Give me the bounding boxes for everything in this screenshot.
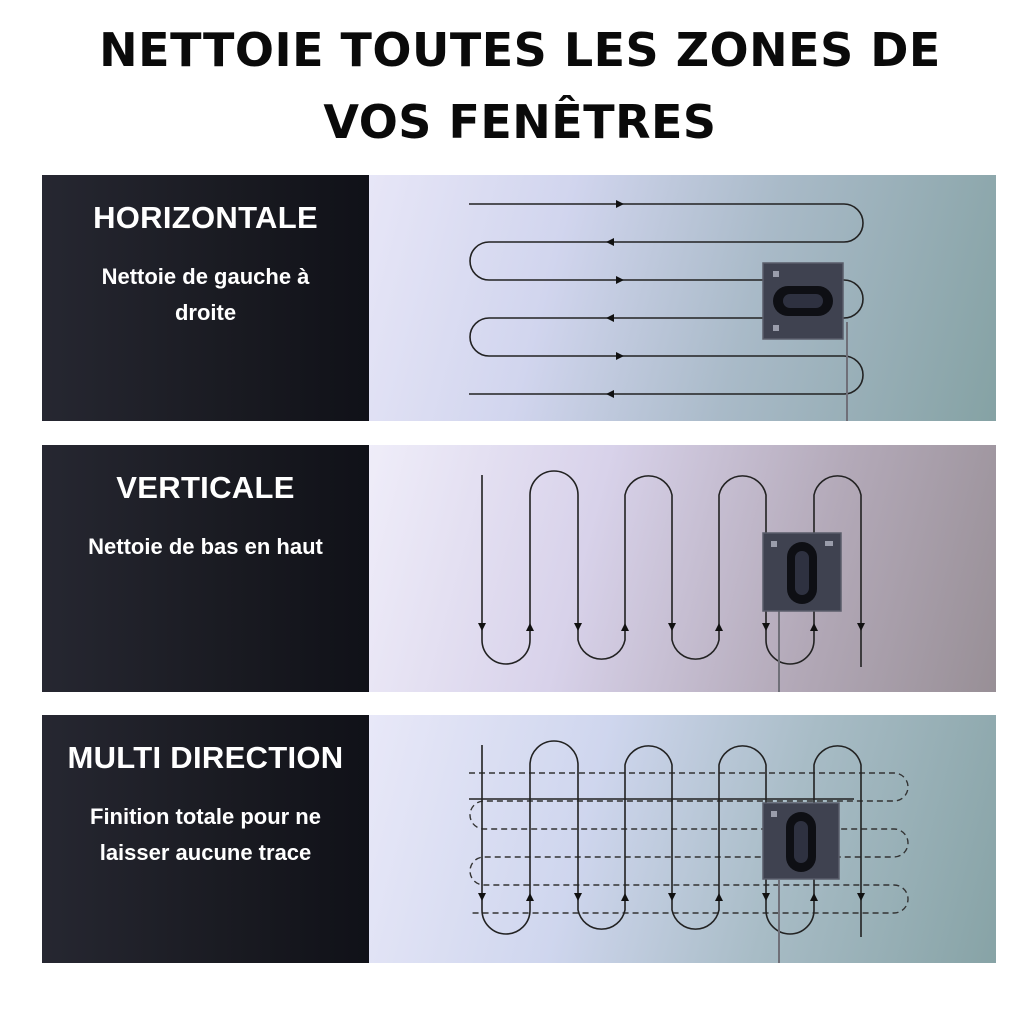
mode-description-multi-direction: Finition totale pour ne laisser aucune trace [90, 804, 321, 865]
path-arrow-icon [526, 893, 534, 901]
mode-panel-horizontale [42, 175, 996, 421]
diagram-area-verticale [369, 445, 996, 692]
mode-info-verticale [42, 445, 369, 692]
path-arrow-icon [616, 276, 624, 284]
path-arrow-icon [857, 623, 865, 631]
horizontal-path-diagram [369, 175, 996, 421]
path-arrow-icon [574, 893, 582, 901]
path-arrow-icon [478, 623, 486, 631]
path-arrow-icon [668, 623, 676, 631]
robot-cleaner-icon [763, 803, 839, 879]
mode-info-multi-direction [42, 715, 369, 963]
mode-panel-verticale [42, 445, 996, 692]
horizontal-dashed-path [469, 773, 908, 913]
path-arrow-icon [715, 623, 723, 631]
diagram-area-multi-direction [369, 715, 996, 963]
path-arrow-icon [606, 390, 614, 398]
robot-cleaner-icon [763, 533, 841, 611]
multi-direction-path-diagram [369, 715, 996, 963]
mode-title-horizontale: HORIZONTALE [93, 200, 318, 235]
diagram-area-horizontale [369, 175, 996, 421]
vertical-path-diagram [369, 445, 996, 692]
mode-description-horizontale: Nettoie de gauche à droite [101, 264, 310, 325]
path-arrow-icon [762, 893, 770, 901]
path-arrow-icon [478, 893, 486, 901]
path-arrow-icon [606, 314, 614, 322]
path-arrows [478, 893, 865, 901]
path-arrows [478, 623, 865, 631]
robot-cleaner-icon [763, 263, 843, 339]
mode-info-horizontale [42, 175, 369, 421]
path-arrow-icon [857, 893, 865, 901]
page-title: NETTOIE TOUTES LES ZONES DE VOS FENÊTRES [99, 23, 941, 149]
path-arrow-icon [621, 893, 629, 901]
path-arrow-icon [668, 893, 676, 901]
mode-panel-multi-direction [42, 715, 996, 963]
path-arrow-icon [621, 623, 629, 631]
mode-description-verticale: Nettoie de bas en haut [88, 534, 323, 559]
path-arrow-icon [606, 238, 614, 246]
mode-title-multi-direction: MULTI DIRECTION [67, 740, 344, 775]
path-arrow-icon [810, 623, 818, 631]
path-arrows [606, 200, 624, 398]
path-arrow-icon [616, 200, 624, 208]
path-arrow-icon [810, 893, 818, 901]
path-arrow-icon [574, 623, 582, 631]
path-arrow-icon [616, 352, 624, 360]
path-arrow-icon [526, 623, 534, 631]
path-arrow-icon [715, 893, 723, 901]
mode-title-verticale: VERTICALE [116, 470, 295, 505]
path-arrow-icon [762, 623, 770, 631]
